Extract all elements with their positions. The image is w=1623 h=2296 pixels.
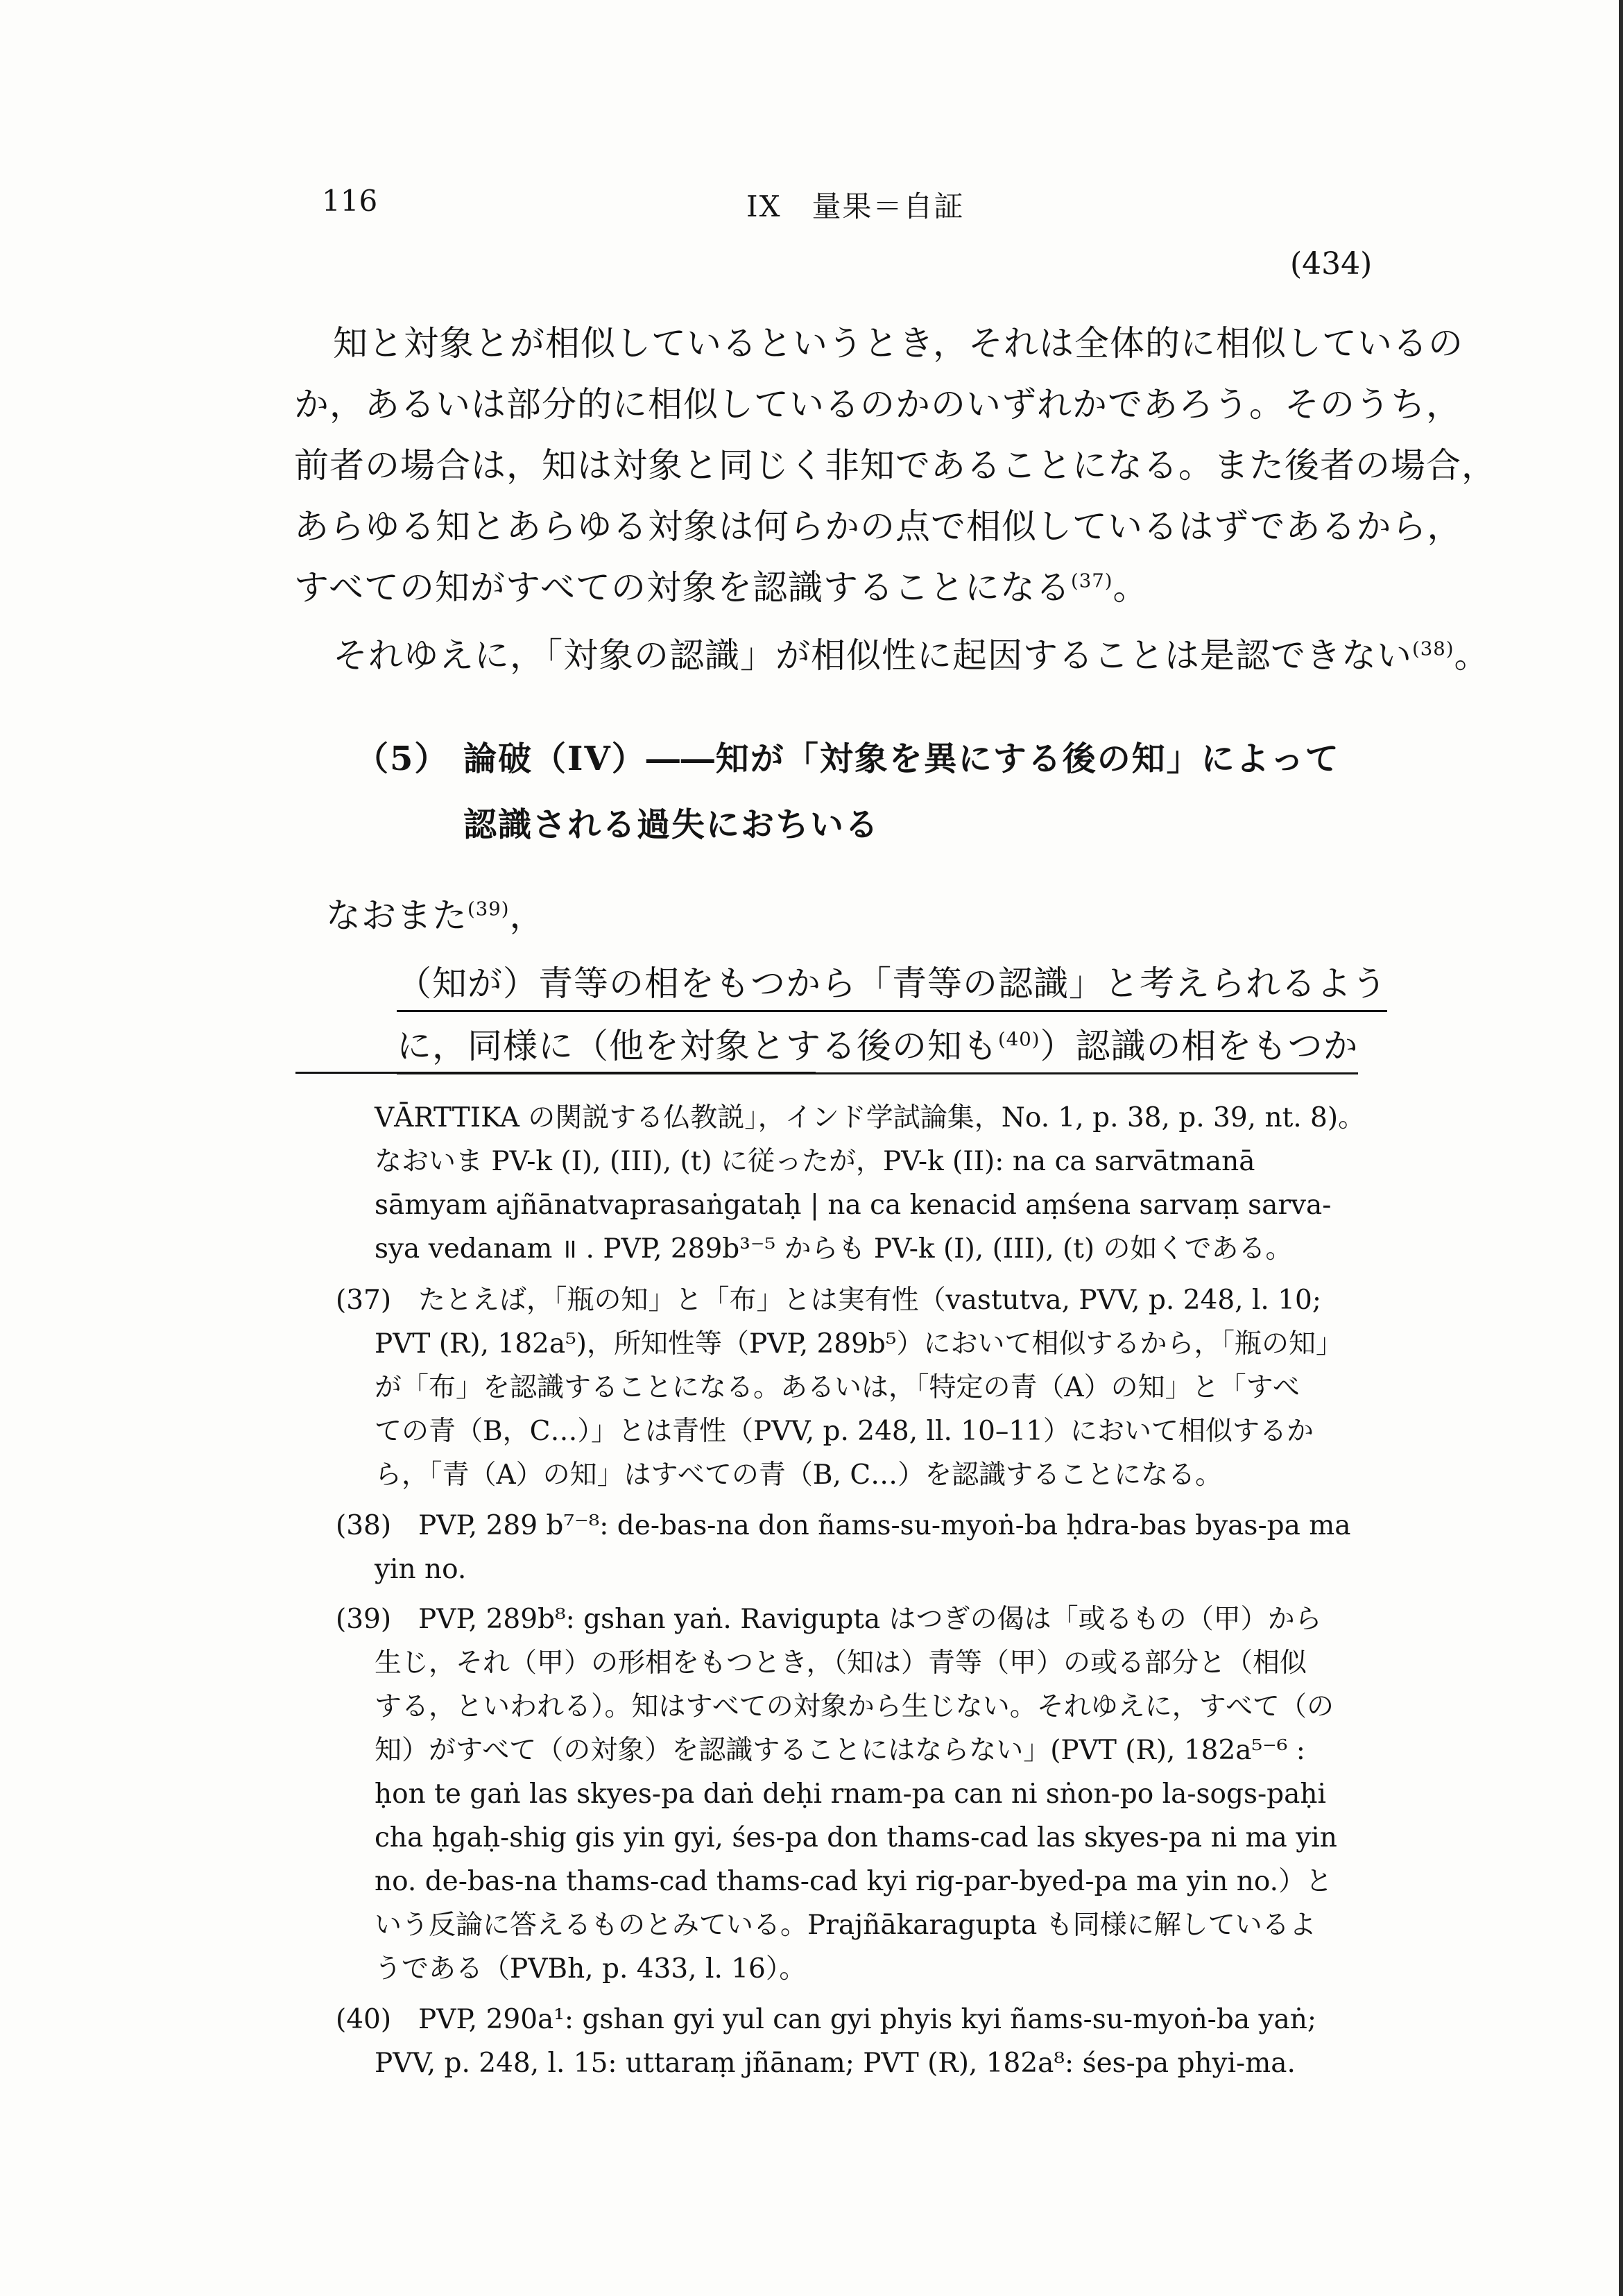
page-edge — [1619, 0, 1623, 2296]
footnote-37-line: PVT (R), 182a⁵)，所知性等（PVP, 289b⁵）において相似するから，「瓶の知」 — [375, 1328, 1343, 1360]
section-heading-line-1: 論破（IV）――知が「対象を異にする後の知」によって — [463, 739, 1340, 778]
body-paragraph-3: なおまた$^{(39)}$， — [326, 896, 545, 936]
note-ref-37: (37) — [1071, 569, 1113, 592]
footnote-39-line: 生じ，それ（甲）の形相をもつとき，（知は）青等（甲）の或る部分と（相似 — [375, 1647, 1307, 1679]
body-paragraph-2: それゆえに，「対象の認識」が相似性に起因することは是認できない$^{(38)}$。 — [333, 635, 1490, 676]
footnote-39-line: ḥon te gaṅ las skyes-pa daṅ deḥi rnam-pa can ni sṅon-po la-sogs-paḥi — [375, 1779, 1326, 1810]
running-title: IX 量果＝自証 — [746, 189, 965, 223]
footnote-39-line: いう反論に答えるものとみている。Prajñākaragupta も同様に解しているよ — [375, 1910, 1316, 1941]
footnote-cont-line: sya vedanam ॥ . PVP, 289b³⁻⁵ からも PV-k (I), (III), (t) の如くである。 — [375, 1233, 1293, 1265]
footnote-37-line: が「布」を認識することになる。あるいは，「特定の青（A）の知」と「すべ — [375, 1372, 1300, 1403]
footnote-39-line: 知）がすべて（の対象）を認識することにはならない」(PVT (R), 182a⁵⁻⁶ : — [375, 1735, 1305, 1766]
note-ref-40: (40) — [998, 1028, 1040, 1051]
footnote-rule — [295, 1072, 816, 1074]
footnote-37-line: ての青（B，C…）」とは青性（PVV, p. 248, ll. 10–11）において相似するか — [375, 1416, 1314, 1447]
footnote-39-line: cha ḥgaḥ-shig gis yin gyi, śes-pa don thams-cad las skyes-pa ni ma yin — [375, 1822, 1337, 1853]
page-number: 116 — [322, 184, 378, 218]
section-heading-line-2: 認識される過失におちいる — [463, 805, 880, 844]
section-number: (434) — [1290, 246, 1373, 282]
body-line-2: か，あるいは部分的に相似しているのかのいずれかであろう。そのうち， — [294, 384, 1461, 425]
footnote-40: (40) PVP, 290a¹: gshan gyi yul can gyi phyis kyi ñams-su-myoṅ-ba yaṅ; — [336, 2004, 1317, 2035]
footnote-39-line: no. de-bas-na thams-cad thams-cad kyi rig-par-byed-pa ma yin no.）と — [375, 1866, 1333, 1897]
quote-line-1: （知が）青等の相をもつから「青等の認識」と考えられるよう — [397, 956, 1387, 1012]
body-line-4: あらゆる知とあらゆる対象は何らかの点で相似しているはずであるから， — [294, 506, 1463, 547]
footnote-cont-line: sāmyam ajñānatvaprasaṅgataḥ | na ca kenacid aṃśena sarvaṃ sarva- — [375, 1190, 1332, 1221]
body-line-3: 前者の場合は，知は対象と同じく非知であることになる。また後者の場合， — [294, 445, 1497, 486]
footnote-38: (38) PVP, 289 b⁷⁻⁸: de-bas-na don ñams-su-myoṅ-ba ḥdra-bas byas-pa ma — [336, 1510, 1351, 1541]
footnote-cont-line: なおいま PV-k (I), (III), (t) に従ったが，PV-k (II): na ca sarvātmanā — [375, 1146, 1255, 1177]
section-heading-number: （5） — [355, 739, 449, 778]
footnote-39-line: うである（PVBh, p. 433, l. 16）。 — [375, 1953, 807, 1985]
note-ref-39: (39) — [467, 898, 510, 920]
footnote-37-line: ら，「青（A）の知」はすべての青（B, C…）を認識することになる。 — [375, 1459, 1223, 1491]
footnote-39: (39) PVP, 289b⁸: gshan yaṅ. Ravigupta はつぎの偈は「或るもの（甲）から — [336, 1604, 1322, 1635]
footnote-40-line: PVV, p. 248, l. 15: uttaraṃ jñānam; PVT (R), 182a⁸: śes-pa phyi-ma. — [375, 2048, 1296, 2079]
footnote-38-line: yin no. — [375, 1554, 467, 1585]
footnote-37: (37) たとえば，「瓶の知」と「布」とは実有性（vastutva, PVV, p. 248, l. 10; — [336, 1285, 1321, 1316]
body-line-1: 知と対象とが相似しているというとき，それは全体的に相似しているの — [333, 323, 1463, 363]
footnote-39-line: する，といわれる）。知はすべての対象から生じない。それゆえに，すべて（の — [375, 1691, 1334, 1722]
footnote-cont-line: VĀRTTIKA の関説する仏教説」，インド学試論集，No. 1, p. 38, p. 39, nt. 8)。 — [375, 1102, 1366, 1133]
body-line-5: すべての知がすべての対象を認識することになる$^{(37)}$。 — [294, 567, 1149, 608]
quote-line-2: に，同様に（他を対象とする後の知も$^{(40)}$）認識の相をもつか — [397, 1018, 1358, 1074]
note-ref-38: (38) — [1412, 637, 1454, 660]
